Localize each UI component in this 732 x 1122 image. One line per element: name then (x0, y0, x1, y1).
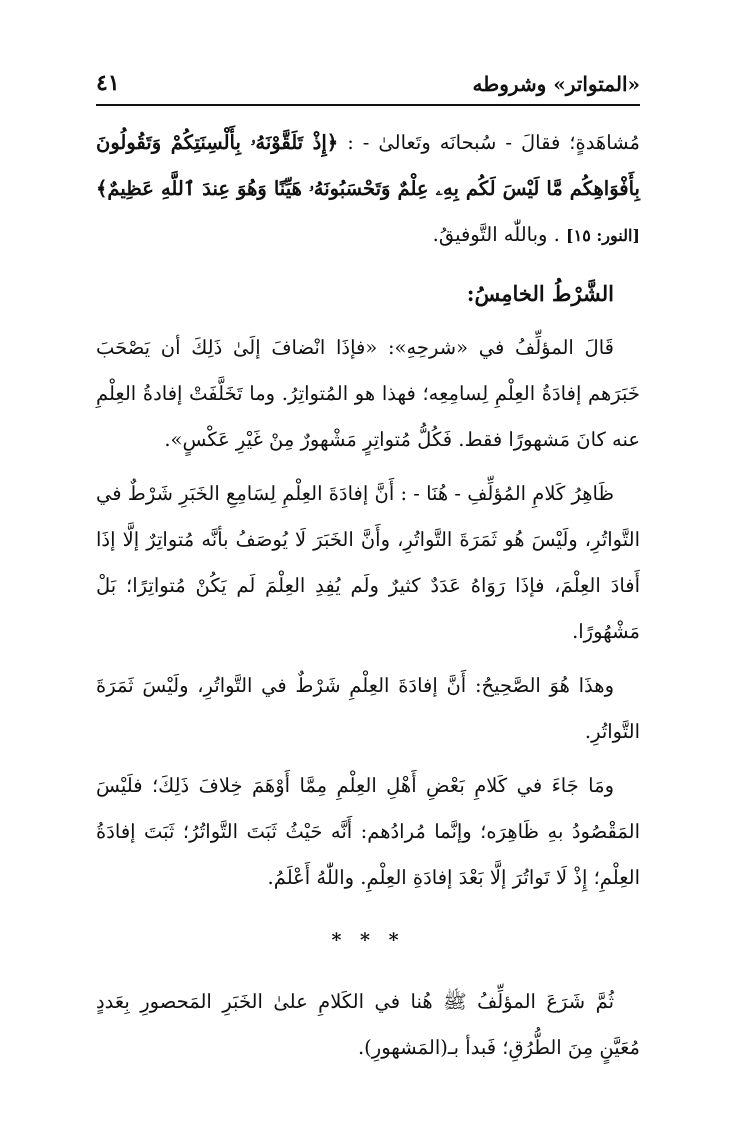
page-number: ٤١ (96, 70, 120, 96)
section-separator: * * * (331, 929, 405, 951)
paragraph-next-topic: ثُمَّ شَرَعَ المؤلِّفُ ﷺ هُنا في الكَلامِ علىٰ الخَبَرِ المَحصورِ بِعَددٍ مُعَيَّنٍ مِنَ الطُّرُقِ؛ فَبدأ بـ(المَشهورِ). (96, 990, 640, 1059)
section-heading: الشَّرْطُ الخامِسُ: (466, 281, 614, 306)
paragraph-tail: . وباللّٰه التَّوفيقُ. (432, 223, 560, 246)
page-body (96, 120, 640, 1079)
quran-verse: ﴿إِذْ تَلَقَّوْنَهُۥ بِأَلْسِنَتِكُمْ وَتَقُولُونَ بِأَفْوَاهِكُم مَّا لَيْسَ لَكُم بِهِۦ عِلْمٌ وَتَحْسَبُونَهُۥ هَيِّنًا وَهُوَ عِندَ ٱللَّهِ عَظِيمٌ﴾ (96, 131, 640, 200)
page-header (96, 62, 640, 96)
paragraph-correct-view: وهذَا هُوَ الصَّحِيحُ: أَنَّ إفادَةَ العِلْمِ شَرْطٌ في التَّواتُرِ، ولَيْسَ ثَمَرَةَ التَّواتُرِ. (96, 674, 640, 743)
paragraph-author-quote: قَالَ المؤلِّفُ في «شرحِهِ»: «فإذَا انْضافَ إلَىٰ ذَلِكَ أن يَصْحَبَ خَبَرَهم إفادَةُ العِلْمِ لِسامِعِه؛ فهذا هو المُتواتِرُ. وما تَخَلَّفَتْ إفادةُ العِلْمِ عنه كانَ مَشهورًا فقط. فَكُلُّ مُتواتِرٍ مَشْهورٌ مِنْ غَيْرِ عَكْسٍ». (96, 336, 640, 451)
header-rule (96, 104, 640, 106)
running-title: «المتواتر» وشروطه (472, 72, 640, 96)
paragraph-explanation: ظَاهِرُ كَلامِ المُؤلِّفِ - هُنَا - : أَنَّ إفادَةَ العِلْمِ لِسَامِعِ الخَبَرِ شَرْطٌ في التَّواتُرِ، ولَيْسَ هُو ثَمَرَةَ التَّواتُرِ، وأَنَّ الخَبَرَ لَا يُوصَفُ بأنَّه مُتواتِرٌ إلَّا إذَا أَفادَ العِلْمَ، فإذَا رَوَاهُ عَدَدٌ كثيرٌ ولَم يُفِدِ العِلْمَ لَم يَكُنْ مُتواتِرًا؛ بَلْ مَشْهُورًا. (96, 482, 640, 643)
verse-citation: [النور: ١٥] (566, 226, 640, 245)
paragraph-quran-citation (96, 120, 640, 259)
paragraph-clarification: ومَا جَاءَ في كَلامِ بَعْضِ أَهْلِ العِلْمِ مِمَّا أَوْهَمَ خِلافَ ذَلِكَ؛ فلَيْسَ المَقْصُودُ بهِ ظَاهِرَه؛ وإنَّما مُرادُهم: أَنَّه حَيْثُ ثَبَتَ التَّواتُرُ؛ ثَبَتَ إفادَةُ العِلْمِ؛ إِذْ لَا تَواتُرَ إلَّا بَعْدَ إفادَةِ العِلْمِ. واللّٰهُ أَعْلَمُ. (96, 774, 640, 889)
paragraph-lead: مُشاهَدةٍ؛ فقالَ - سُبحانَه وتَعالىٰ - : (338, 131, 640, 154)
